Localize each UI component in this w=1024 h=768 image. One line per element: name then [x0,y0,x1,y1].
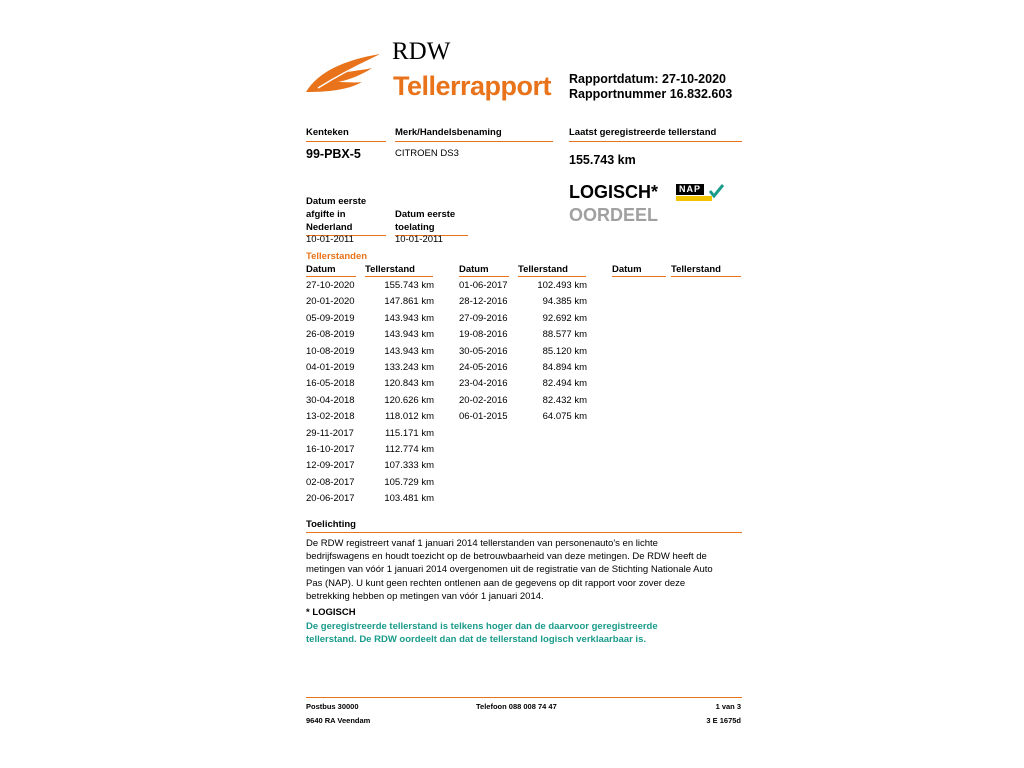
reading-date: 26-08-2019 [306,329,355,341]
reading-value: 92.692 km [542,312,587,324]
reading-row [306,411,434,423]
reading-date: 13-02-2018 [306,411,355,423]
readings-title: Tellerstanden [306,251,368,262]
reading-row [459,346,587,358]
reading-value: 120.843 km [384,378,434,390]
reading-date: 27-09-2016 [459,312,508,324]
last-reading-value: 155.743 km [569,153,636,167]
reading-value: 133.243 km [384,362,434,373]
reading-row [459,378,587,390]
report-number: Rapportnummer 16.832.603 [569,87,733,101]
reading-value: 103.481 km [384,493,434,505]
reading-value: 64.075 km [542,411,587,423]
reading-date: 05-09-2019 [306,312,355,324]
reading-row [306,444,434,456]
reading-value: 112.774 km [385,444,434,455]
reading-row [306,362,434,374]
reading-row [459,395,587,407]
footer-postbus: Postbus 30000 [306,702,359,711]
reading-value: 82.494 km [542,378,587,390]
first-adm-value: 10-01-2011 [395,234,443,245]
nap-badge [676,184,724,202]
rdw-logo-icon [304,52,384,96]
reading-date: 12-09-2017 [306,460,355,472]
reading-row [306,280,434,292]
plate-label: Kenteken [306,127,386,142]
reading-date: 30-05-2016 [459,345,508,357]
reading-value: 84.894 km [542,362,587,373]
reading-row [306,378,434,390]
reading-row [306,460,434,472]
reading-date: 23-04-2016 [459,378,508,390]
reading-value: 85.120 km [542,345,587,357]
make-value: CITROEN DS3 [395,148,459,159]
reading-row [459,313,587,325]
reading-row [459,362,587,374]
col1-date-header: Datum [306,264,356,277]
reading-date: 20-02-2016 [459,394,508,406]
first-adm-label: Datum eerste toelating [395,208,468,236]
reading-date: 10-08-2019 [306,345,355,357]
reading-value: 143.943 km [384,312,434,324]
reading-date: 29-11-2017 [306,427,354,439]
reading-value: 107.333 km [384,460,434,472]
reading-value: 120.626 km [384,394,434,406]
note-text: De geregistreerde tellerstand is telkens hoger dan de daarvoor geregistreerde tellerstand. De RDW oordeelt dan dat de tellerstand logisch verklaarbaar is. [306,621,658,646]
plate-value: 99-PBX-5 [306,147,361,161]
note-title: * LOGISCH [306,607,356,618]
reading-value: 102.493 km [537,280,587,291]
footer-phone: Telefoon 088 008 74 47 [476,702,557,711]
explanation-title: Toelichting [306,519,742,533]
reading-row [459,329,587,341]
nap-stripe [676,196,712,201]
reading-row [306,395,434,407]
verdict-logisch: LOGISCH* [569,182,659,202]
reading-date: 30-04-2018 [306,394,355,406]
reading-value: 143.943 km [384,329,434,341]
reading-date: 16-10-2017 [306,444,355,455]
reading-row [306,477,434,489]
explanation-text: De RDW registreert vanaf 1 januari 2014 tellerstanden van personenauto's en lichte bedrijfswagens en houdt toezicht op de betrouwbaarheid van deze metingen. De RDW heeft de metingen van vóór 1 januari 2014 overgenomen uit de registratie van de Stichting Nationale Auto Pas (NAP). U kunt geen rechten ontlenen aan de gegevens op dit rapport voor zover deze betrekking hebben op metingen van vóór 1 januari 2014. [306,538,713,602]
first-nl-label: Datum eerste afgifte in Nederland [306,195,386,236]
reading-date: 28-12-2016 [459,296,508,308]
last-reading-label: Laatst geregistreerde tellerstand [569,127,742,142]
reading-row [459,296,587,308]
reading-row [306,296,434,308]
reading-date: 16-05-2018 [306,378,355,390]
reading-row [306,329,434,341]
checkmark-icon [709,184,724,198]
reading-row [459,411,587,423]
make-label: Merk/Handelsbenaming [395,127,553,142]
reading-value: 88.577 km [542,329,587,341]
reading-date: 02-08-2017 [306,476,355,488]
reading-row [306,428,434,440]
col2-value-header: Tellerstand [518,264,586,277]
reading-date: 19-08-2016 [459,329,508,341]
reading-date: 27-10-2020 [306,280,355,291]
footer-code: 3 E 1675d [706,716,741,725]
reading-row [306,493,434,505]
reading-date: 24-05-2016 [459,362,508,373]
reading-row [306,346,434,358]
nap-logo: NAP [676,184,704,195]
first-nl-value: 10-01-2011 [306,234,354,245]
reading-row [459,280,587,292]
verdict-oordeel: OORDEEL [569,205,659,225]
reading-value: 118.012 km [385,411,434,423]
reading-value: 94.385 km [542,296,587,308]
reading-date: 20-01-2020 [306,296,355,308]
reading-value: 115.171 km [385,427,434,439]
brand-name: RDW [392,38,451,65]
reading-row [306,313,434,325]
footer-rule [306,697,742,698]
reading-value: 143.943 km [384,345,434,357]
col3-value-header: Tellerstand [671,264,741,277]
reading-value: 82.432 km [542,394,587,406]
page-title: Tellerrapport [393,71,552,101]
col1-value-header: Tellerstand [365,264,433,277]
reading-date: 01-06-2017 [459,280,508,291]
reading-date: 04-01-2019 [306,362,355,373]
reading-date: 20-06-2017 [306,493,355,505]
reading-value: 155.743 km [384,280,434,291]
reading-value: 147.861 km [384,296,434,308]
footer-page: 1 van 3 [715,702,741,711]
report-date: Rapportdatum: 27-10-2020 [569,72,726,86]
col2-date-header: Datum [459,264,509,277]
reading-date: 06-01-2015 [459,411,508,423]
reading-value: 105.729 km [384,476,434,488]
footer-city: 9640 RA Veendam [306,716,371,725]
col3-date-header: Datum [612,264,666,277]
